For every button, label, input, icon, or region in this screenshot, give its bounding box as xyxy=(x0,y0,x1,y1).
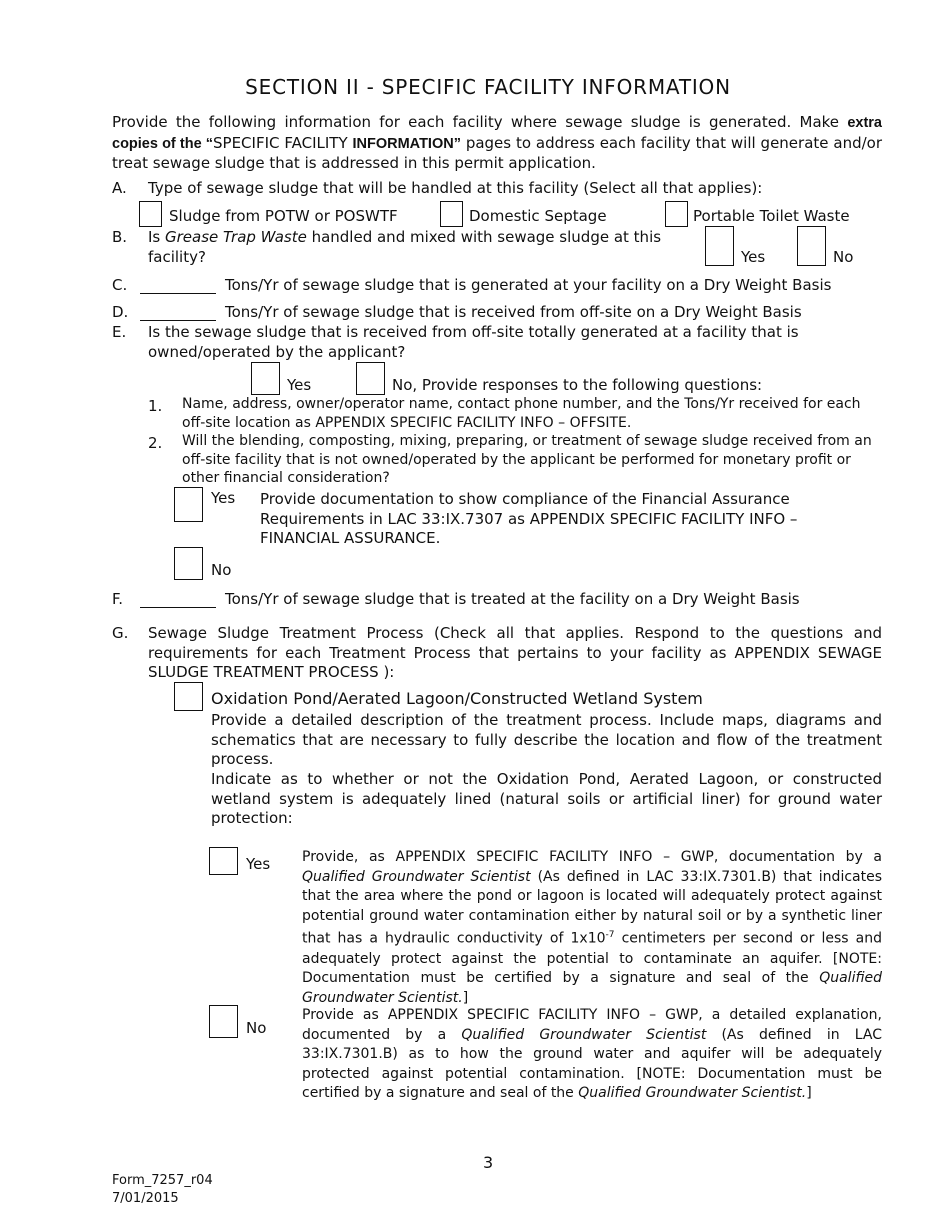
form-date: 7/01/2015 xyxy=(112,1191,179,1206)
lined-no-text xyxy=(302,1006,882,1104)
intro-text-2: pages to address each facility that will generate and/or treat sewage sludge that is addressed in this permit application. xyxy=(112,133,882,172)
item-b-letter: B. xyxy=(112,228,128,246)
item-d-letter: D. xyxy=(112,303,129,321)
item-a-text: Type of sewage sludge that will be handled at this facility (Select all that applies): xyxy=(148,179,763,197)
checkbox-oxidation-pond[interactable] xyxy=(174,682,203,711)
item-g-letter: G. xyxy=(112,624,129,642)
item-d-text: Tons/Yr of sewage sludge that is received from off-site on a Dry Weight Basis xyxy=(225,303,802,321)
checkbox-profit-yes[interactable] xyxy=(174,487,203,522)
form-number: Form_7257_r04 xyxy=(112,1173,213,1188)
lined-no-t3: ] xyxy=(806,1085,812,1102)
checkbox-potw[interactable] xyxy=(139,201,162,227)
lined-yes-em1: Qualified Groundwater Scientist xyxy=(302,868,531,885)
checkbox-grease-yes[interactable] xyxy=(705,226,734,266)
tons-generated-input[interactable] xyxy=(140,293,216,294)
lined-yes-t4: ] xyxy=(462,989,469,1006)
checkbox-offsite-yes[interactable] xyxy=(251,362,280,395)
question-1-number: 1. xyxy=(148,397,163,415)
label-grease-yes: Yes xyxy=(741,248,766,266)
label-grease-no: No xyxy=(833,248,854,266)
intro-caps: SPECIFIC FACILITY xyxy=(213,133,353,152)
intro-bold-2: INFORMATION” xyxy=(352,135,461,152)
checkbox-grease-no[interactable] xyxy=(797,226,826,266)
label-lined-no: No xyxy=(246,1019,267,1037)
checkbox-profit-no[interactable] xyxy=(174,547,203,580)
item-f-letter: F. xyxy=(112,590,123,608)
item-b-text xyxy=(148,228,683,267)
question-2-text: Will the blending, composting, mixing, preparing, or treatment of sewage sludge received from an off-site facility that is not owned/operated by the applicant be performed for monetary profit or other financial consideration? xyxy=(182,433,872,486)
lined-yes-t3: centimeters per second or less and adequately protect against the potential to contaminate an aquifer. [NOTE: Documentation must be certified by a signature and seal of the xyxy=(302,931,883,987)
question-2-number: 2. xyxy=(148,434,163,452)
label-portable-toilet: Portable Toilet Waste xyxy=(693,207,850,225)
lined-no-t2: (As defined in LAC 33:IX.7301.B) as to how the ground water and aquifer will be adequately protected against potential contamination. [NOTE: Documentation must be certified by a signature and seal of the xyxy=(302,1026,882,1102)
intro-paragraph xyxy=(112,113,882,174)
label-potw: Sludge from POTW or POSWTF xyxy=(169,207,398,225)
item-f-text: Tons/Yr of sewage sludge that is treated at the facility on a Dry Weight Basis xyxy=(225,590,800,608)
label-domestic-septage: Domestic Septage xyxy=(469,207,607,225)
item-e-letter: E. xyxy=(112,323,127,341)
lined-no-t1: Provide as APPENDIX SPECIFIC FACILITY INFO – GWP, a detailed explanation, documented by a xyxy=(302,1007,882,1043)
label-profit-yes: Yes xyxy=(211,489,236,507)
lined-yes-sup: -7 xyxy=(605,930,615,941)
profit-yes-text: Provide documentation to show compliance of the Financial Assurance Requirements in LAC 33:IX.7307 as APPENDIX SPECIFIC FACILITY INFO – FINANCIAL ASSURANCE. xyxy=(260,490,798,547)
item-b-em: Grease Trap Waste xyxy=(165,228,307,246)
label-oxidation-pond: Oxidation Pond/Aerated Lagoon/Constructed Wetland System xyxy=(211,689,703,708)
lined-yes-em2: Qualified Groundwater Scientist. xyxy=(302,970,882,1006)
checkbox-offsite-no[interactable] xyxy=(356,362,385,395)
tons-received-input[interactable] xyxy=(140,320,216,321)
tons-treated-input[interactable] xyxy=(140,607,216,608)
item-e-text: Is the sewage sludge that is received from off-site totally generated at a facility that is owned/operated by the applicant? xyxy=(148,323,799,361)
item-g-text: Sewage Sludge Treatment Process (Check all that applies. Respond to the questions and requirements for each Treatment Process that pertains to your facility as APPENDIX SEWAGE SLUDGE TREATMENT PROCESS ): xyxy=(148,624,882,681)
label-offsite-yes: Yes xyxy=(287,376,312,394)
g-description-1: Provide a detailed description of the treatment process. Include maps, diagrams and schematics that are necessary to fully describe the location and flow of the treatment process. xyxy=(211,711,882,768)
label-offsite-no: No, Provide responses to the following questions: xyxy=(392,376,763,394)
item-b-post: handled and mixed with sewage sludge at this facility? xyxy=(148,228,662,266)
lined-yes-text xyxy=(302,848,882,1008)
lined-yes-t1: Provide, as APPENDIX SPECIFIC FACILITY INFO – GWP, documentation by a xyxy=(302,849,882,865)
checkbox-lined-yes[interactable] xyxy=(209,847,238,875)
lined-yes-t2: (As defined in LAC 33:IX.7301.B) that indicates that the area where the pond or lagoon is located will adequately protect against potential ground water contamination either by natural soil or by a synthetic liner that has a hydraulic conductivity of 1x10 xyxy=(302,868,883,948)
question-1-text: Name, address, owner/operator name, contact phone number, and the Tons/Yr received for each off-site location as APPENDIX SPECIFIC FACILITY INFO – OFFSITE. xyxy=(182,396,861,431)
label-profit-no: No xyxy=(211,561,232,579)
lined-no-em1: Qualified Groundwater Scientist xyxy=(461,1026,707,1043)
checkbox-lined-no[interactable] xyxy=(209,1005,238,1038)
intro-bold-1: extra copies of the “ xyxy=(112,115,882,152)
item-c-letter: C. xyxy=(112,276,128,294)
g-description-2: Indicate as to whether or not the Oxidation Pond, Aerated Lagoon, or constructed wetland system is adequately lined (natural soils or artificial liner) for ground water protection: xyxy=(211,770,882,827)
label-lined-yes: Yes xyxy=(246,855,271,873)
page-number: 3 xyxy=(483,1153,494,1172)
intro-text-1: Provide the following information for each facility where sewage sludge is generated. Make xyxy=(112,113,840,131)
item-c-text: Tons/Yr of sewage sludge that is generated at your facility on a Dry Weight Basis xyxy=(225,276,832,294)
checkbox-portable-toilet[interactable] xyxy=(665,201,688,227)
lined-no-em2: Qualified Groundwater Scientist. xyxy=(578,1085,807,1102)
page-title: SECTION II - SPECIFIC FACILITY INFORMATION xyxy=(245,75,731,99)
item-a-letter: A. xyxy=(112,179,127,197)
item-b-pre: Is xyxy=(148,228,166,246)
checkbox-domestic-septage[interactable] xyxy=(440,201,463,227)
